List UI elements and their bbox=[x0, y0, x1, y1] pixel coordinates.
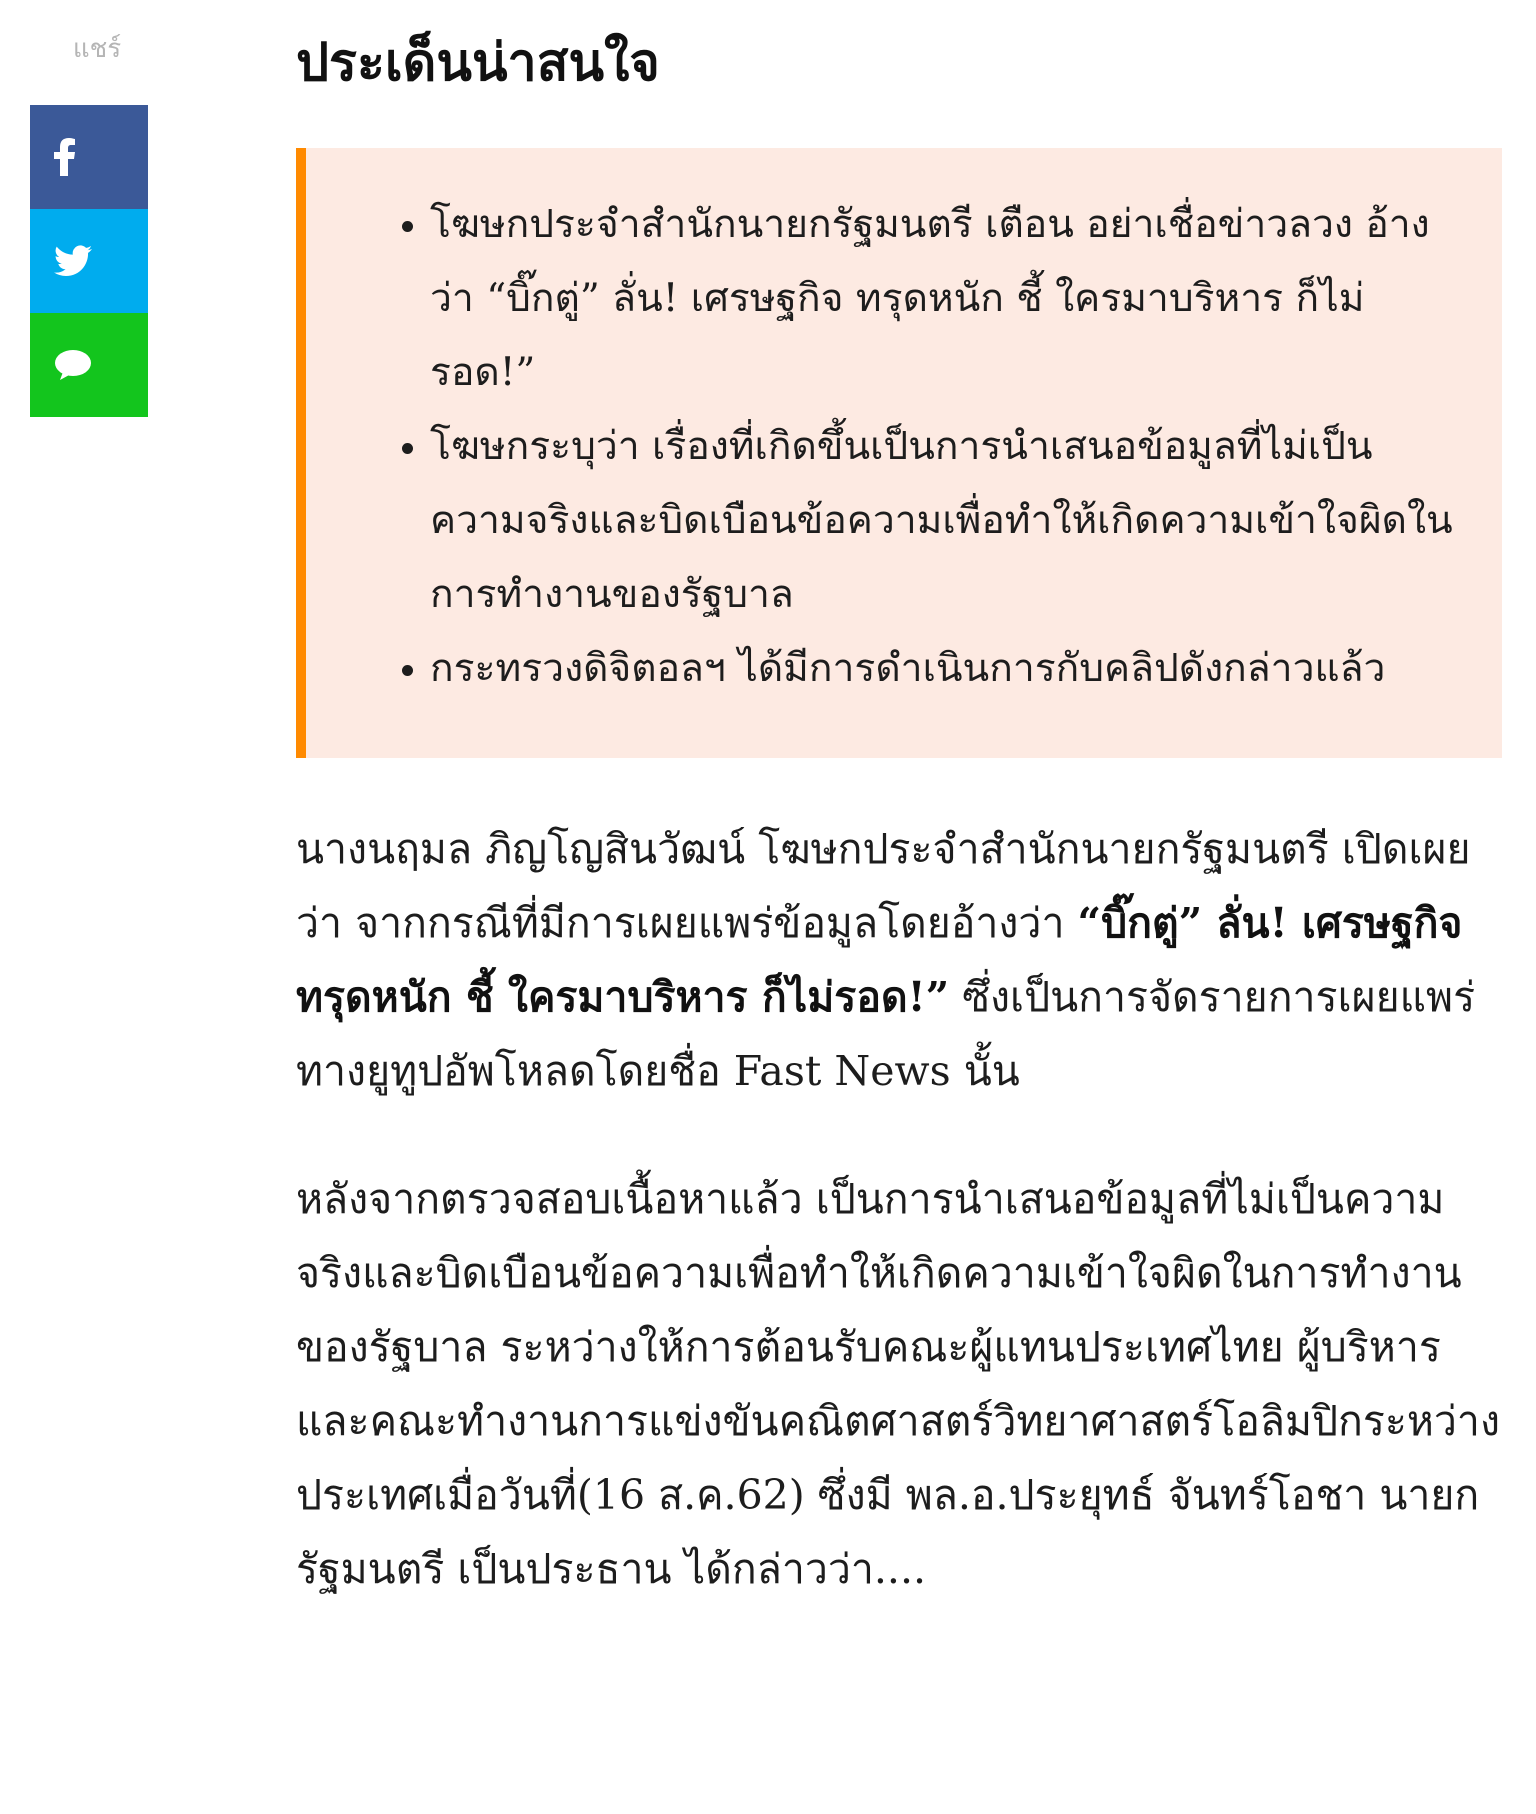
highlights-box bbox=[296, 148, 1502, 758]
share-facebook-button[interactable] bbox=[30, 105, 148, 209]
paragraph-lead: นางนฤมล ภิญโญสินวัฒน์ โฆษกประจำสำนักนายกรัฐมนตรี เปิดเผยว่า จากกรณีที่มีการเผยแพร่ข้อมูลโดยอ้างว่า bbox=[296, 825, 1471, 947]
highlight-item: • โฆษกประจำสำนักนายกรัฐมนตรี เตือน อย่าเชื่อข่าวลวง อ้างว่า “บิ๊กตู่” ลั่น! เศรษฐกิจ ทรุดหนัก ชี้ ใครมาบริหาร ก็ไม่รอด!” bbox=[430, 188, 1462, 410]
section-title: ประเด็นน่าสนใจ bbox=[296, 33, 660, 93]
twitter-icon bbox=[54, 245, 92, 277]
highlights-list bbox=[370, 188, 1462, 706]
chat-bubble-icon bbox=[54, 349, 92, 381]
facebook-icon bbox=[54, 138, 76, 176]
paragraph-tail: ซึ่งเป็นการจัดรายการเผยแพร่ทางยูทูปอัพโหลดโดยชื่อ Fast News นั้น bbox=[296, 973, 1476, 1095]
share-rail bbox=[30, 28, 148, 417]
share-twitter-button[interactable] bbox=[30, 209, 148, 313]
share-label: แชร์ bbox=[72, 34, 122, 64]
article-paragraph-1 bbox=[296, 812, 1502, 1108]
highlight-item: • โฆษกระบุว่า เรื่องที่เกิดขึ้นเป็นการนำเสนอข้อมูลที่ไม่เป็นความจริงและบิดเบือนข้อความเพื่อทำให้เกิดความเข้าใจผิดในการทำงานของรัฐบาล bbox=[430, 410, 1462, 632]
article-content bbox=[296, 0, 1502, 1606]
highlight-item: • กระทรวงดิจิตอลฯ ได้มีการดำเนินการกับคลิปดังกล่าวแล้ว bbox=[430, 632, 1462, 706]
article-paragraph-2: หลังจากตรวจสอบเนื้อหาแล้ว เป็นการนำเสนอข้อมูลที่ไม่เป็นความจริงและบิดเบือนข้อความเพื่อทำให้เกิดความเข้าใจผิดในการทำงานของรัฐบาล ระหว่างให้การต้อนรับคณะผู้แทนประเทศไทย ผู้บริหารและคณะทำงานการแข่งขันคณิตศาสตร์วิทยาศาสตร์โอลิมปิกระหว่างประเทศเมื่อวันที่(16 ส.ค.62) ซึ่งมี พล.อ.ประยุทธ์ จันทร์โอชา นายกรัฐมนตรี เป็นประธาน ได้กล่าวว่า.... bbox=[296, 1175, 1500, 1593]
share-line-button[interactable] bbox=[30, 313, 148, 417]
quoted-headline: “บิ๊กตู่” ลั่น! เศรษฐกิจ ทรุดหนัก ชี้ ใครมาบริหาร ก็ไม่รอด!” bbox=[296, 899, 1463, 1021]
